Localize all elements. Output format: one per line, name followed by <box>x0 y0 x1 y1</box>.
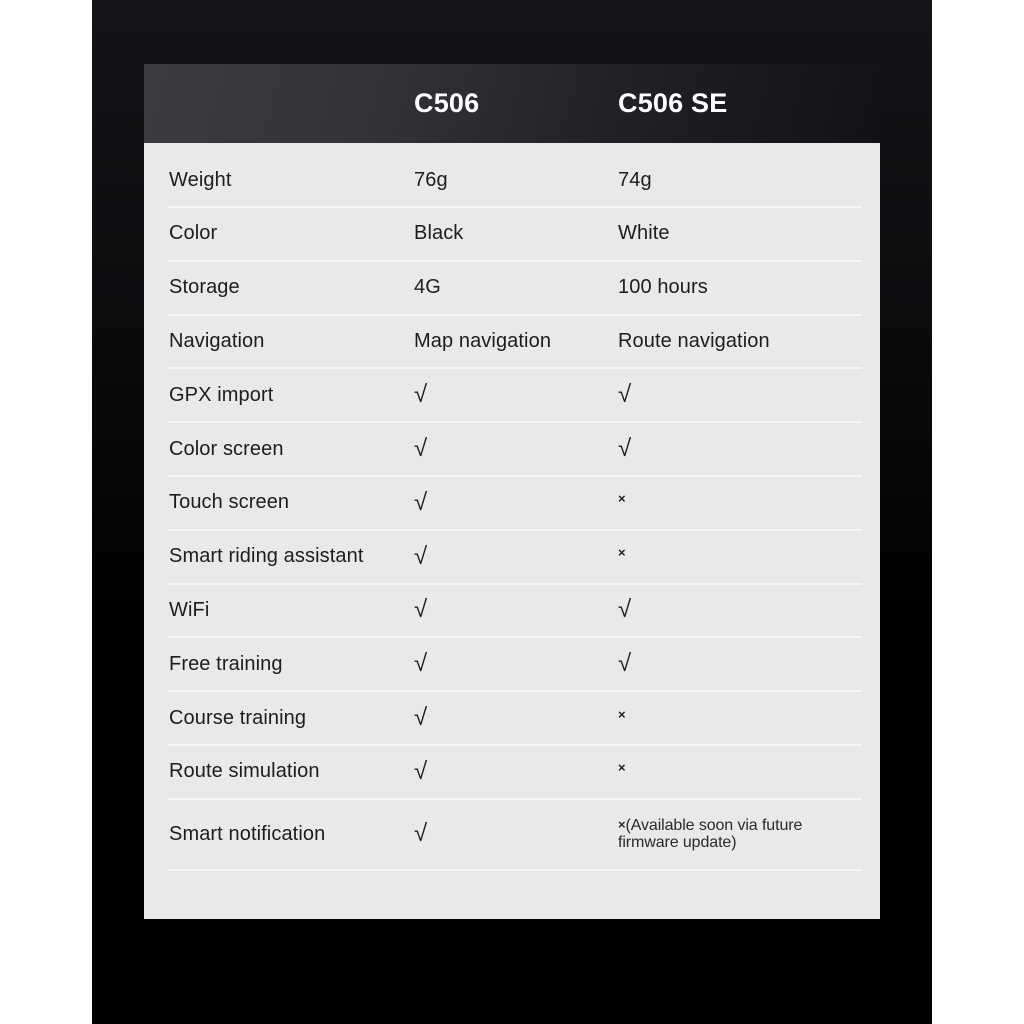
c506-se-value-cross-icon: × <box>618 491 626 507</box>
column-header-c506-se: C506 SE <box>618 88 728 118</box>
c506-se-value: 74g <box>618 168 652 191</box>
feature-label: Free training <box>169 652 283 675</box>
c506-value: Black <box>414 222 464 245</box>
feature-label: Color <box>169 222 218 245</box>
feature-label: Weight <box>169 168 232 191</box>
c506-value-check-icon: √ <box>414 542 428 570</box>
cross-icon: × <box>618 816 626 832</box>
feature-label: Course training <box>169 706 307 729</box>
feature-label: Navigation <box>169 329 265 352</box>
table-row <box>168 531 862 585</box>
feature-label: Smart riding assistant <box>169 545 364 568</box>
c506-value-check-icon: √ <box>414 757 428 785</box>
feature-label: WiFi <box>169 598 210 621</box>
c506-se-value-check-icon: √ <box>618 435 632 463</box>
c506-se-value-check-icon: √ <box>618 596 632 624</box>
table-row <box>168 800 862 871</box>
c506-se-value-check-icon: √ <box>618 650 632 678</box>
table-header-row <box>144 64 880 143</box>
table-row <box>168 208 862 262</box>
comparison-table <box>144 64 880 919</box>
c506-se-value: ×(Available soon via future firmware update) <box>618 816 803 852</box>
c506-se-value-cross-icon: × <box>618 760 626 776</box>
c506-value-check-icon: √ <box>414 596 428 624</box>
feature-label: Touch screen <box>169 491 290 514</box>
feature-label: Smart notification <box>169 822 326 845</box>
c506-se-value-cross-icon: × <box>618 545 626 561</box>
table-row <box>168 692 862 746</box>
table-row <box>168 369 862 423</box>
c506-value: Map navigation <box>414 329 552 352</box>
black-backdrop <box>92 0 932 1024</box>
c506-se-value-cross-icon: × <box>618 706 626 722</box>
c506-value-check-icon: √ <box>414 704 428 732</box>
c506-value-check-icon: √ <box>414 488 428 516</box>
table-row <box>168 143 862 208</box>
table-row <box>168 316 862 370</box>
c506-value: 76g <box>414 168 448 191</box>
c506-value-check-icon: √ <box>414 650 428 678</box>
c506-se-value: Route navigation <box>618 329 770 352</box>
c506-value-check-icon: √ <box>414 820 428 848</box>
table-row <box>168 746 862 800</box>
column-header-c506: C506 <box>414 88 480 118</box>
feature-label: GPX import <box>169 383 274 406</box>
feature-label: Storage <box>169 276 240 299</box>
table-row <box>168 262 862 316</box>
c506-se-value: 100 hours <box>618 276 708 299</box>
c506-se-value: White <box>618 222 670 245</box>
table-body <box>144 143 880 871</box>
c506-value-check-icon: √ <box>414 381 428 409</box>
feature-label: Color screen <box>169 437 284 460</box>
table-row <box>168 423 862 477</box>
c506-se-value-check-icon: √ <box>618 381 632 409</box>
table-row <box>168 477 862 531</box>
c506-value: 4G <box>414 276 441 299</box>
c506-value-check-icon: √ <box>414 435 428 463</box>
table-row <box>168 638 862 692</box>
feature-label: Route simulation <box>169 760 320 783</box>
table-row <box>168 585 862 639</box>
